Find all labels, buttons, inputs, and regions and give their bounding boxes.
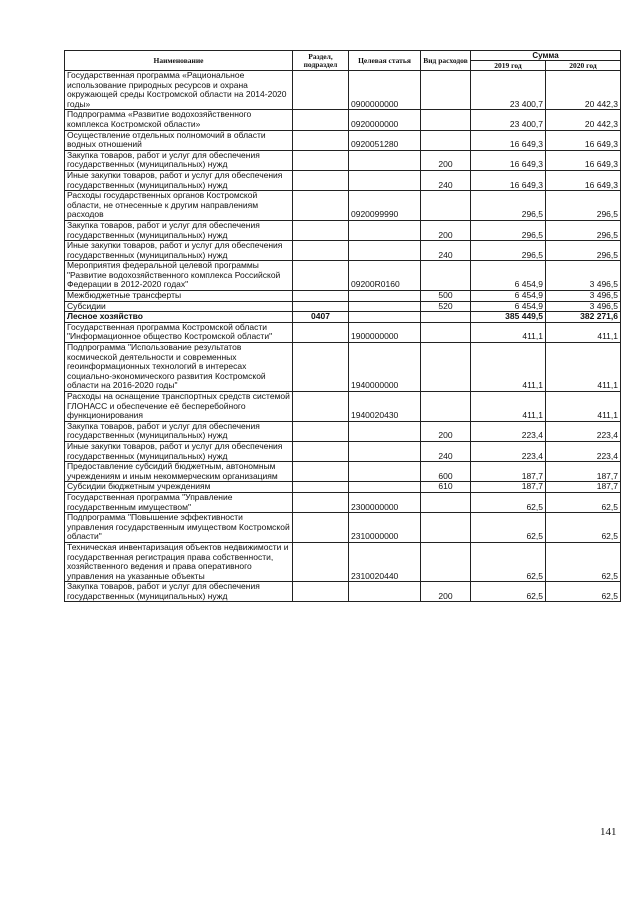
row-value-2019: 62,5 — [471, 513, 546, 543]
row-value-2020: 62,5 — [546, 492, 621, 512]
row-value-2019: 411,1 — [471, 392, 546, 422]
row-target — [349, 462, 421, 482]
header-sum: Сумма — [471, 51, 621, 61]
row-name: Иные закупки товаров, работ и услуг для обеспечения государственных (муниципальных) нужд — [65, 241, 293, 261]
row-value-2019: 6 454,9 — [471, 291, 546, 302]
row-kind — [421, 191, 471, 221]
row-value-2019: 16 649,3 — [471, 150, 546, 170]
row-target — [349, 482, 421, 493]
row-target — [349, 421, 421, 441]
row-value-2020: 223,4 — [546, 421, 621, 441]
row-section: 0407 — [293, 312, 349, 323]
row-target: 1900000000 — [349, 322, 421, 342]
table-row — [65, 191, 621, 221]
table-row — [65, 513, 621, 543]
row-value-2020: 296,5 — [546, 191, 621, 221]
row-name: Субсидии бюджетным учреждениям — [65, 482, 293, 493]
row-name: Подпрограмма «Развитие водохозяйственного комплекса Костромской области» — [65, 110, 293, 130]
row-kind: 200 — [421, 582, 471, 602]
table-row — [65, 220, 621, 240]
table-row — [65, 241, 621, 261]
row-value-2020: 16 649,3 — [546, 130, 621, 150]
row-value-2020: 62,5 — [546, 542, 621, 581]
row-value-2019: 62,5 — [471, 582, 546, 602]
row-target — [349, 220, 421, 240]
row-kind — [421, 261, 471, 291]
row-value-2020: 411,1 — [546, 343, 621, 392]
row-section — [293, 322, 349, 342]
row-target — [349, 291, 421, 302]
row-target: 2310000000 — [349, 513, 421, 543]
row-section — [293, 110, 349, 130]
table-row — [65, 291, 621, 302]
row-name: Расходы государственных органов Костромской области, не отнесенные к другим направлениям расходов — [65, 191, 293, 221]
row-value-2019: 187,7 — [471, 462, 546, 482]
row-value-2019: 23 400,7 — [471, 110, 546, 130]
row-kind — [421, 392, 471, 422]
row-value-2020: 20 442,3 — [546, 71, 621, 110]
row-kind — [421, 343, 471, 392]
row-kind — [421, 542, 471, 581]
row-section — [293, 191, 349, 221]
page-number: 141 — [600, 826, 617, 838]
row-target — [349, 301, 421, 312]
row-value-2019: 223,4 — [471, 421, 546, 441]
row-target: 0920099990 — [349, 191, 421, 221]
row-name: Закупка товаров, работ и услуг для обеспечения государственных (муниципальных) нужд — [65, 421, 293, 441]
table-row — [65, 392, 621, 422]
row-kind: 200 — [421, 220, 471, 240]
row-section — [293, 392, 349, 422]
row-kind: 500 — [421, 291, 471, 302]
row-value-2020: 16 649,3 — [546, 150, 621, 170]
row-name: Расходы на оснащение транспортных средств системой ГЛОНАСС и обеспечение её бесперебойного функционирования — [65, 392, 293, 422]
row-value-2019: 16 649,3 — [471, 130, 546, 150]
row-value-2020: 296,5 — [546, 220, 621, 240]
row-value-2019: 62,5 — [471, 492, 546, 512]
row-kind — [421, 322, 471, 342]
row-name: Закупка товаров, работ и услуг для обеспечения государственных (муниципальных) нужд — [65, 220, 293, 240]
table-row — [65, 343, 621, 392]
row-section — [293, 492, 349, 512]
row-value-2020: 3 496,5 — [546, 261, 621, 291]
row-value-2019: 6 454,9 — [471, 301, 546, 312]
header-name: Наименование — [65, 51, 293, 71]
row-value-2019: 296,5 — [471, 220, 546, 240]
table-header — [65, 51, 621, 71]
row-target: 2300000000 — [349, 492, 421, 512]
row-section — [293, 582, 349, 602]
row-name: Межбюджетные трансферты — [65, 291, 293, 302]
row-target: 2310020440 — [349, 542, 421, 581]
row-kind: 240 — [421, 241, 471, 261]
row-section — [293, 301, 349, 312]
row-name: Государственная программа "Управление государственным имуществом" — [65, 492, 293, 512]
row-kind: 600 — [421, 462, 471, 482]
table-row — [65, 170, 621, 190]
row-value-2020: 411,1 — [546, 322, 621, 342]
row-target: 0920000000 — [349, 110, 421, 130]
row-name: Подпрограмма "Использование результатов космической деятельности и современных геоинформационных технологий в интересах социально-экономического развития Костромской области на 2016-2020 годы" — [65, 343, 293, 392]
row-section — [293, 170, 349, 190]
row-name: Иные закупки товаров, работ и услуг для обеспечения государственных (муниципальных) нужд — [65, 170, 293, 190]
row-kind: 240 — [421, 441, 471, 461]
table-row — [65, 71, 621, 110]
row-section — [293, 130, 349, 150]
row-value-2020: 3 496,5 — [546, 301, 621, 312]
row-value-2020: 187,7 — [546, 482, 621, 493]
row-kind: 200 — [421, 421, 471, 441]
row-value-2019: 23 400,7 — [471, 71, 546, 110]
row-target — [349, 582, 421, 602]
table-body — [65, 71, 621, 602]
row-target: 0920051280 — [349, 130, 421, 150]
row-kind: 520 — [421, 301, 471, 312]
row-target: 09200R0160 — [349, 261, 421, 291]
row-name: Лесное хозяйство — [65, 312, 293, 323]
header-section: Раздел, подраздел — [293, 51, 349, 71]
row-section — [293, 513, 349, 543]
table-row — [65, 130, 621, 150]
table-row — [65, 542, 621, 581]
header-target: Целевая статья — [349, 51, 421, 71]
header-year-2020: 2020 год — [546, 61, 621, 71]
row-kind: 200 — [421, 150, 471, 170]
row-kind — [421, 513, 471, 543]
row-kind — [421, 492, 471, 512]
row-value-2020: 20 442,3 — [546, 110, 621, 130]
row-value-2020: 223,4 — [546, 441, 621, 461]
row-section — [293, 542, 349, 581]
row-value-2019: 411,1 — [471, 343, 546, 392]
row-value-2020: 382 271,6 — [546, 312, 621, 323]
row-value-2020: 16 649,3 — [546, 170, 621, 190]
row-name: Предоставление субсидий бюджетным, автономным учреждениям и иным некоммерческим организациям — [65, 462, 293, 482]
row-value-2019: 16 649,3 — [471, 170, 546, 190]
row-section — [293, 441, 349, 461]
row-section — [293, 462, 349, 482]
row-name: Закупка товаров, работ и услуг для обеспечения государственных (муниципальных) нужд — [65, 150, 293, 170]
row-name: Техническая инвентаризация объектов недвижимости и государственная регистрация права собственности, хозяйственного ведения и права оперативного управления на указанные объекты — [65, 542, 293, 581]
row-name: Субсидии — [65, 301, 293, 312]
row-target — [349, 312, 421, 323]
row-value-2019: 6 454,9 — [471, 261, 546, 291]
row-section — [293, 261, 349, 291]
header-kind: Вид расходов — [421, 51, 471, 71]
table-row — [65, 322, 621, 342]
row-value-2019: 62,5 — [471, 542, 546, 581]
row-target: 0900000000 — [349, 71, 421, 110]
row-value-2019: 385 449,5 — [471, 312, 546, 323]
table-row — [65, 150, 621, 170]
table-row — [65, 261, 621, 291]
row-kind — [421, 312, 471, 323]
table-row — [65, 582, 621, 602]
row-value-2020: 187,7 — [546, 462, 621, 482]
row-value-2020: 3 496,5 — [546, 291, 621, 302]
row-name: Государственная программа «Рациональное использование природных ресурсов и охрана окружающей среды Костромской области на 2014-2020 годы» — [65, 71, 293, 110]
row-value-2020: 62,5 — [546, 582, 621, 602]
row-kind — [421, 71, 471, 110]
row-name: Подпрограмма "Повышение эффективности управления государственным имуществом Костромской области" — [65, 513, 293, 543]
table-row — [65, 110, 621, 130]
row-name: Иные закупки товаров, работ и услуг для обеспечения государственных (муниципальных) нужд — [65, 441, 293, 461]
row-section — [293, 482, 349, 493]
table-row — [65, 421, 621, 441]
header-year-2019: 2019 год — [471, 61, 546, 71]
row-name: Мероприятия федеральной целевой программы "Развитие водохозяйственного комплекса Российской Федерации в 2012-2020 годах" — [65, 261, 293, 291]
row-value-2019: 223,4 — [471, 441, 546, 461]
row-target — [349, 241, 421, 261]
row-name: Государственная программа Костромской области "Информационное общество Костромской области" — [65, 322, 293, 342]
row-target: 1940020430 — [349, 392, 421, 422]
row-value-2019: 296,5 — [471, 191, 546, 221]
row-target — [349, 170, 421, 190]
row-value-2020: 62,5 — [546, 513, 621, 543]
budget-table — [64, 50, 621, 602]
row-value-2020: 296,5 — [546, 241, 621, 261]
row-target: 1940000000 — [349, 343, 421, 392]
row-kind — [421, 130, 471, 150]
row-value-2020: 411,1 — [546, 392, 621, 422]
row-target — [349, 150, 421, 170]
row-section — [293, 241, 349, 261]
row-value-2019: 411,1 — [471, 322, 546, 342]
row-value-2019: 187,7 — [471, 482, 546, 493]
table-row — [65, 462, 621, 482]
row-section — [293, 421, 349, 441]
table-row — [65, 492, 621, 512]
row-name: Закупка товаров, работ и услуг для обеспечения государственных (муниципальных) нужд — [65, 582, 293, 602]
row-section — [293, 291, 349, 302]
table-row — [65, 301, 621, 312]
row-target — [349, 441, 421, 461]
row-kind — [421, 110, 471, 130]
row-section — [293, 343, 349, 392]
table-row — [65, 441, 621, 461]
row-kind: 240 — [421, 170, 471, 190]
row-kind: 610 — [421, 482, 471, 493]
table-row — [65, 312, 621, 323]
table-row — [65, 482, 621, 493]
row-value-2019: 296,5 — [471, 241, 546, 261]
row-section — [293, 220, 349, 240]
row-name: Осуществление отдельных полномочий в области водных отношений — [65, 130, 293, 150]
row-section — [293, 71, 349, 110]
row-section — [293, 150, 349, 170]
